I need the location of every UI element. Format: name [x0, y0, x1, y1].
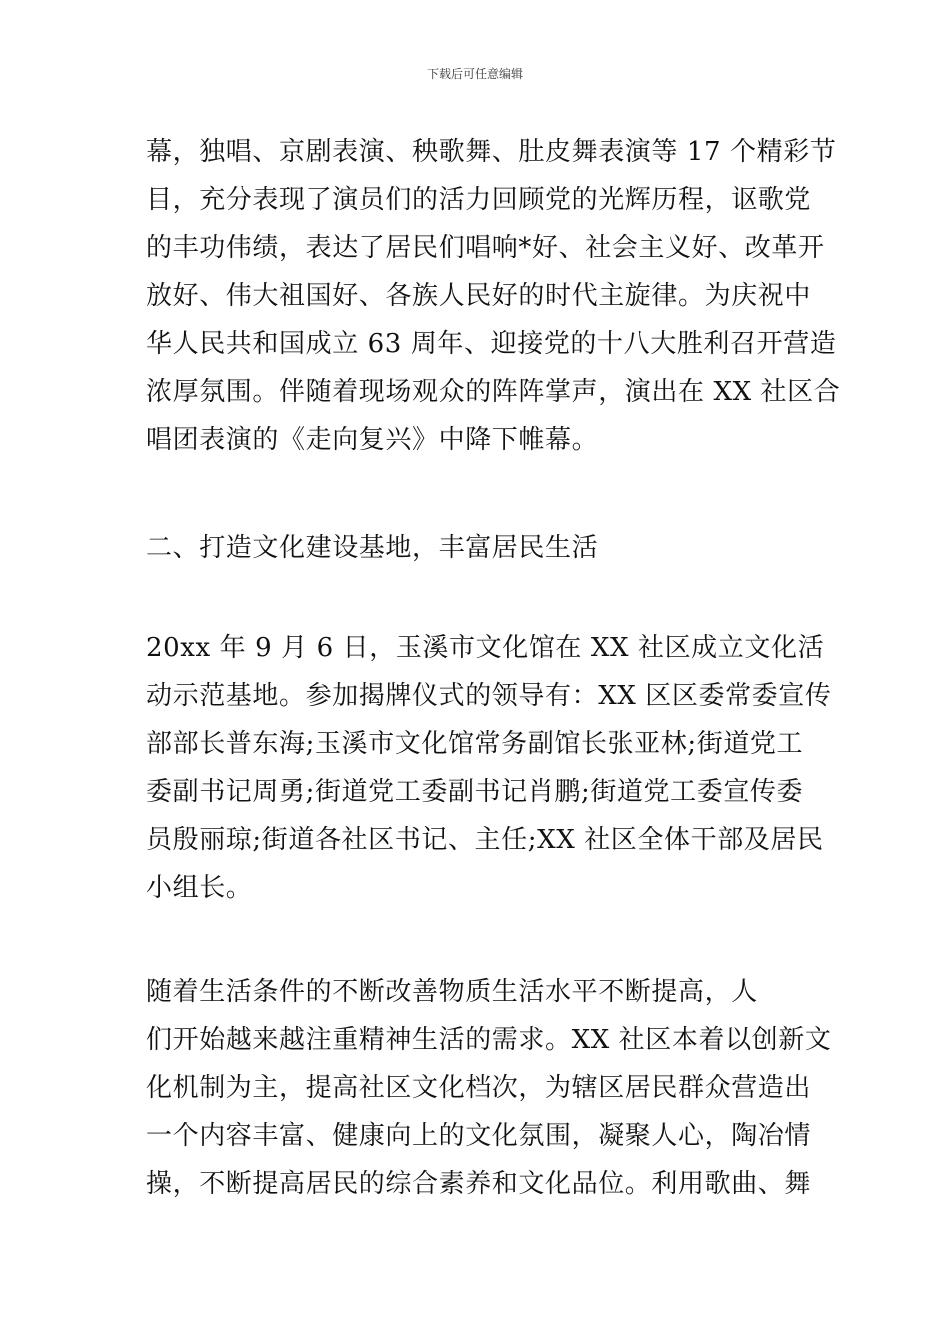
body-line: 放好、伟大祖国好、各族人民好的时代主旋律。为庆祝中 [146, 281, 812, 311]
body-line: 华人民共和国成立 63 周年、迎接党的十八大胜利召开营造 [146, 329, 837, 359]
body-line: 唱团表演的《走向复兴》中降下帷幕。 [146, 425, 599, 455]
body-line: 目，充分表现了演员们的活力回顾党的光辉历程，讴歌党 [146, 185, 812, 215]
body-line: 动示范基地。参加揭牌仪式的领导有：XX 区区委常委宣传 [146, 681, 832, 711]
body-line: 浓厚氛围。伴随着现场观众的阵阵掌声，演出在 XX 社区合 [146, 377, 841, 407]
body-line: 部部长普东海;玉溪市文化馆常务副馆长张亚林;街道党工 [146, 729, 804, 759]
body-line: 员殷丽琼;街道各社区书记、主任;XX 社区全体干部及居民 [146, 825, 824, 855]
section-heading: 二、打造文化建设基地，丰富居民生活 [146, 533, 599, 563]
body-line: 的丰功伟绩，表达了居民们唱响*好、社会主义好、改革开 [146, 233, 825, 263]
body-line: 小组长。 [146, 873, 253, 903]
body-line: 随着生活条件的不断改善物质生活水平不断提高，人 [146, 977, 758, 1007]
body-line: 幕，独唱、京剧表演、秧歌舞、肚皮舞表演等 17 个精彩节 [146, 137, 837, 167]
body-line: 20xx 年 9 月 6 日，玉溪市文化馆在 XX 社区成立文化活 [146, 633, 825, 663]
page-header: 下载后可任意编辑 [426, 67, 523, 81]
body-line: 化机制为主，提高社区文化档次，为辖区居民群众营造出 [146, 1073, 812, 1103]
body-line: 操，不断提高居民的综合素养和文化品位。利用歌曲、舞 [146, 1169, 812, 1199]
body-line: 委副书记周勇;街道党工委副书记肖鹏;街道党工委宣传委 [146, 777, 804, 807]
body-line: 们开始越来越注重精神生活的需求。XX 社区本着以创新文 [146, 1025, 832, 1055]
body-line: 一个内容丰富、健康向上的文化氛围，凝聚人心，陶冶情 [146, 1121, 812, 1151]
